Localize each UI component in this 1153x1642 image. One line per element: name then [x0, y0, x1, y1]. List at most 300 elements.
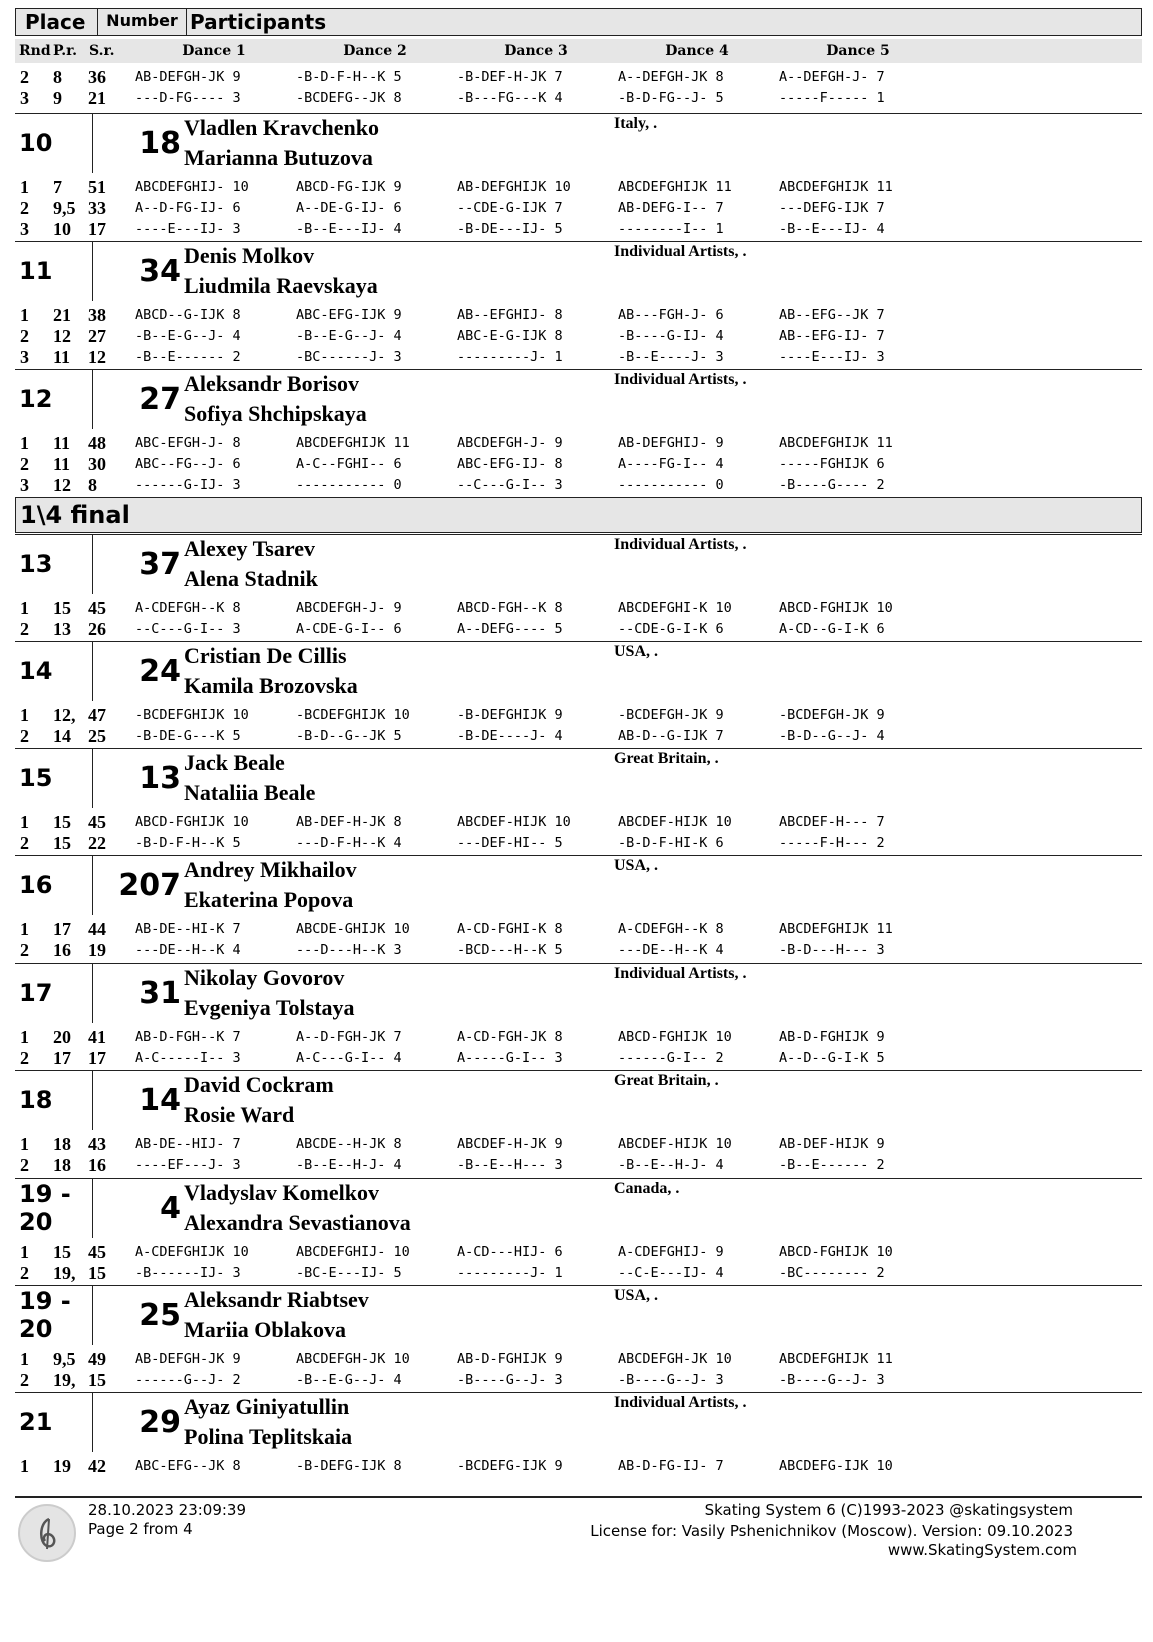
round-row [15, 453, 1142, 475]
round-number: 1 [20, 919, 29, 939]
participants-header: Participants [190, 10, 327, 34]
couple-place: 10 [19, 129, 53, 157]
sum-of-results: 38 [88, 305, 106, 325]
dance-marks: ABCDEFGH-J- 9 [296, 600, 402, 616]
dance-marks: ABC--FG--J- 6 [135, 456, 241, 472]
dance-marks: A-CDEFGH--K 8 [618, 921, 724, 937]
couple-number: 34 [139, 253, 181, 289]
round-row [15, 346, 1142, 368]
sum-of-results: 15 [88, 1370, 106, 1390]
round-number: 2 [20, 619, 29, 639]
round-row [15, 474, 1142, 496]
sum-of-results: 22 [88, 833, 106, 853]
dance-marks: -B-DEFG-IJK 8 [296, 1458, 402, 1474]
dance-marks: A--DEFG---- 5 [457, 621, 563, 637]
dance-marks: ABCDEFGHIJ- 10 [296, 1244, 410, 1260]
round-number: 3 [20, 88, 29, 108]
couple-place: 15 [19, 764, 53, 792]
dance-marks: -B----G--J- 3 [779, 1372, 885, 1388]
dance-marks: A-CD--G-I-K 6 [779, 621, 885, 637]
dance-marks: ABCDEFGHIJK 11 [779, 179, 893, 195]
partner-name-1: Vladlen Kravchenko [184, 115, 379, 140]
dance-marks: -BC-------- 2 [779, 1265, 885, 1281]
round-row [15, 218, 1142, 240]
round-number: 2 [20, 1048, 29, 1068]
sum-of-results: 15 [88, 1263, 106, 1283]
dance-marks: -BCD---H--K 5 [457, 942, 563, 958]
dance-marks: AB-DEFGH-JK 9 [135, 69, 241, 85]
dance-marks: A-C-----I-- 3 [135, 1050, 241, 1066]
round-number: 3 [20, 347, 29, 367]
partner-name-1: Nikolay Govorov [184, 965, 345, 990]
partner-name-2: Polina Teplitskaia [184, 1424, 353, 1449]
dance-marks: -B-D-F-HI-K 6 [618, 835, 724, 851]
round-row [15, 1133, 1142, 1155]
dance-marks: --------I-- 1 [618, 221, 724, 237]
dance-marks: -B--E--H--- 3 [457, 1157, 563, 1173]
dance-4-header: Dance 4 [665, 43, 729, 59]
sum-of-results: 41 [88, 1027, 106, 1047]
couple-club: USA, . [614, 643, 659, 660]
dance-marks: -B-DE-G---K 5 [135, 728, 241, 744]
round-number: 1 [20, 598, 29, 618]
round-row [15, 1241, 1142, 1263]
couple-club: Italy, . [614, 115, 658, 132]
couple-number: 207 [118, 867, 181, 903]
dance-marks: ABCD-FGHIJK 10 [779, 600, 893, 616]
couple-club: Individual Artists, . [614, 536, 747, 553]
place-in-round: 15 [53, 1242, 71, 1262]
partner-name-1: Jack Beale [184, 750, 285, 775]
dance-marks: -B--E-G--J- 4 [135, 328, 241, 344]
couple-block [15, 855, 1142, 915]
dance-marks: AB-D-FG-IJ- 7 [618, 1458, 724, 1474]
partner-name-1: Cristian De Cillis [184, 643, 347, 668]
round-number: 1 [20, 305, 29, 325]
dance-marks: -B-D---H--- 3 [779, 942, 885, 958]
couple-block [15, 641, 1142, 701]
sum-of-results: 26 [88, 619, 106, 639]
couple-block [15, 1392, 1142, 1452]
dance-marks: -B--E------ 2 [135, 349, 241, 365]
dance-marks: ---D---H--K 3 [296, 942, 402, 958]
sum-of-results: 47 [88, 705, 106, 725]
partner-name-1: Aleksandr Riabtsev [184, 1287, 369, 1312]
dance-marks: ABCD-FGHIJK 10 [779, 1244, 893, 1260]
dance-marks: A-CD-FGHI-K 8 [457, 921, 563, 937]
footer-datetime: 28.10.2023 23:09:39 [88, 1501, 247, 1519]
partner-name-2: Evgeniya Tolstaya [184, 995, 355, 1020]
partner-name-2: Rosie Ward [184, 1102, 295, 1127]
partner-name-1: Denis Molkov [184, 243, 315, 268]
round-row [15, 618, 1142, 640]
couple-club: Great Britain, . [614, 750, 719, 767]
partner-name-1: Ayaz Giniyatullin [184, 1394, 350, 1419]
dance-marks: AB-DEFGH-JK 9 [135, 1351, 241, 1367]
dance-marks: ABCD-FGHIJK 10 [135, 814, 249, 830]
couple-number: 24 [139, 653, 181, 689]
sum-of-results: 21 [88, 88, 106, 108]
dance-marks: ABCDEFGH-J- 9 [457, 435, 563, 451]
dance-marks: -B-D-F-H--K 5 [296, 69, 402, 85]
partner-name-1: Aleksandr Borisov [184, 371, 360, 396]
couple-number: 27 [139, 381, 181, 417]
round-row [15, 811, 1142, 833]
dance-marks: A-CD---HIJ- 6 [457, 1244, 563, 1260]
round-row [15, 1026, 1142, 1048]
place-in-round: 8 [53, 67, 62, 87]
dance-marks: -B--E--H-J- 4 [618, 1157, 724, 1173]
dance-marks: -B------IJ- 3 [135, 1265, 241, 1281]
couple-block [15, 1178, 1142, 1238]
dance-marks: ---DEF-HI-- 5 [457, 835, 563, 851]
column-header-row [15, 39, 1142, 63]
round-row [15, 597, 1142, 619]
sum-of-results: 27 [88, 326, 106, 346]
dance-marks: ---D-FG---- 3 [135, 90, 241, 106]
partner-name-2: Mariia Oblakova [184, 1317, 346, 1342]
partner-name-2: Marianna Butuzova [184, 145, 373, 170]
dance-marks: -BCDEFGHIJK 10 [135, 707, 249, 723]
round-row [15, 325, 1142, 347]
couple-place: 17 [19, 979, 53, 1007]
round-row [15, 725, 1142, 747]
couple-number: 14 [139, 1082, 181, 1118]
couple-block [15, 241, 1142, 301]
couple-number: 31 [139, 975, 181, 1011]
skating-system-logo-icon [18, 1504, 76, 1562]
round-number: 1 [20, 1456, 29, 1476]
dance-marks: ----E---IJ- 3 [779, 349, 885, 365]
dance-marks: -B-DEFGHIJK 9 [457, 707, 563, 723]
dance-marks: A-CDEFGH--K 8 [135, 600, 241, 616]
dance-marks: AB-DEFGHIJK 10 [457, 179, 571, 195]
couple-place: 13 [19, 550, 53, 578]
partner-name-1: Alexey Tsarev [184, 536, 315, 561]
place-in-round: 9,5 [53, 1349, 76, 1369]
place-in-round: 11 [53, 454, 71, 474]
sum-of-results: 51 [88, 177, 106, 197]
couple-club: USA, . [614, 1287, 659, 1304]
couple-place: 19 - 20 [19, 1180, 71, 1236]
sum-of-results: 16 [88, 1155, 106, 1175]
round-row [15, 432, 1142, 454]
dance-marks: --C-E---IJ- 4 [618, 1265, 724, 1281]
place-in-round: 15 [53, 833, 71, 853]
round-number: 2 [20, 726, 29, 746]
couple-place: 11 [19, 257, 53, 285]
sum-of-results: 30 [88, 454, 106, 474]
number-header: Number [98, 9, 187, 35]
couple-place: 21 [19, 1408, 53, 1436]
footer-system: Skating System 6 (C)1993-2023 @skatingsystem [704, 1501, 1073, 1519]
dance-marks: ABCD-FGH--K 8 [457, 600, 563, 616]
dance-marks: -----FGHIJK 6 [779, 456, 885, 472]
couple-block [15, 369, 1142, 429]
dance-marks: AB---FGH-J- 6 [618, 307, 724, 323]
round-number: 2 [20, 1263, 29, 1283]
dance-marks: -B--E--H-J- 4 [296, 1157, 402, 1173]
couple-place: 19 - 20 [19, 1287, 71, 1343]
place-in-round: 14 [53, 726, 71, 746]
place-in-round: 19 [53, 1456, 71, 1476]
round-row [15, 918, 1142, 940]
partner-name-2: Ekaterina Popova [184, 887, 354, 912]
place-in-round: 12 [53, 475, 71, 495]
couple-club: USA, . [614, 857, 659, 874]
sum-of-results: 49 [88, 1349, 106, 1369]
couple-club: Great Britain, . [614, 1072, 719, 1089]
partner-name-1: David Cockram [184, 1072, 334, 1097]
dance-marks: ---DE--H--K 4 [618, 942, 724, 958]
round-number: 1 [20, 812, 29, 832]
dance-marks: -B-D-FG--J- 5 [618, 90, 724, 106]
dance-marks: AB--EFG--JK 7 [779, 307, 885, 323]
place-in-round: 12, [53, 705, 76, 725]
sum-of-results: 43 [88, 1134, 106, 1154]
dance-marks: -BC------J- 3 [296, 349, 402, 365]
dance-marks: AB-D-FGHIJK 9 [779, 1029, 885, 1045]
sum-of-results: 17 [88, 219, 106, 239]
dance-marks: ABCDEFG-IJK 10 [779, 1458, 893, 1474]
rnd-header: Rnd [19, 43, 51, 59]
dance-marks: AB-DEF-H-JK 8 [296, 814, 402, 830]
partner-name-1: Vladyslav Komelkov [184, 1180, 379, 1205]
partner-name-2: Sofiya Shchipskaya [184, 401, 367, 426]
dance-marks: ABCDEFGHIJK 11 [296, 435, 410, 451]
sum-of-results: 19 [88, 940, 106, 960]
sr-header: S.r. [89, 43, 115, 59]
couple-block [15, 534, 1142, 594]
round-number: 1 [20, 1242, 29, 1262]
round-number: 3 [20, 475, 29, 495]
dance-marks: -B----G--J- 3 [618, 1372, 724, 1388]
dance-marks: ABCDEFGHIJ- 10 [135, 179, 249, 195]
dance-marks: ABC-EFG-IJ- 8 [457, 456, 563, 472]
partner-name-2: Nataliia Beale [184, 780, 316, 805]
sum-of-results: 45 [88, 598, 106, 618]
round-number: 2 [20, 940, 29, 960]
dance-marks: A----FG-I-- 4 [618, 456, 724, 472]
place-in-round: 16 [53, 940, 71, 960]
dance-marks: ABCDEF-HIJK 10 [618, 814, 732, 830]
round-number: 3 [20, 219, 29, 239]
partner-name-2: Liudmila Raevskaya [184, 273, 378, 298]
round-row [15, 832, 1142, 854]
dance-1-header: Dance 1 [182, 43, 246, 59]
round-number: 2 [20, 454, 29, 474]
couple-number: 13 [139, 760, 181, 796]
dance-marks: -B-D--G--JK 5 [296, 728, 402, 744]
dance-marks: AB-DEF-HIJK 9 [779, 1136, 885, 1152]
place-in-round: 13 [53, 619, 71, 639]
dance-marks: -BCDEFG-IJK 9 [457, 1458, 563, 1474]
dance-marks: ---D-F-H--K 4 [296, 835, 402, 851]
dance-marks: --C---G-I-- 3 [135, 621, 241, 637]
round-number: 1 [20, 177, 29, 197]
sum-of-results: 12 [88, 347, 106, 367]
round-row [15, 1047, 1142, 1069]
couple-number: 37 [139, 546, 181, 582]
place-in-round: 19, [53, 1370, 76, 1390]
place-in-round: 7 [53, 177, 62, 197]
round-number: 2 [20, 326, 29, 346]
dance-marks: ------G--J- 2 [135, 1372, 241, 1388]
sum-of-results: 45 [88, 812, 106, 832]
round-number: 1 [20, 705, 29, 725]
partner-name-1: Andrey Mikhailov [184, 857, 357, 882]
dance-marks: -B-DEF-H-JK 7 [457, 69, 563, 85]
sum-of-results: 8 [88, 475, 97, 495]
place-in-round: 12 [53, 326, 71, 346]
round-number: 2 [20, 1155, 29, 1175]
dance-marks: ABCDEFGH-JK 10 [618, 1351, 732, 1367]
round-number: 2 [20, 1370, 29, 1390]
dance-marks: ABC-EFG--JK 8 [135, 1458, 241, 1474]
dance-marks: A--DEFGH-J- 7 [779, 69, 885, 85]
dance-marks: -BC-E---IJ- 5 [296, 1265, 402, 1281]
dance-marks: AB-D-FGH--K 7 [135, 1029, 241, 1045]
place-in-round: 17 [53, 919, 71, 939]
dance-marks: A--D-FGH-JK 7 [296, 1029, 402, 1045]
couple-club: Individual Artists, . [614, 965, 747, 982]
dance-marks: AB--EFG-IJ- 7 [779, 328, 885, 344]
round-row [15, 939, 1142, 961]
dance-marks: -B--E---IJ- 4 [779, 221, 885, 237]
dance-marks: A--D-FG-IJ- 6 [135, 200, 241, 216]
couple-club: Canada, . [614, 1180, 680, 1197]
pr-header: P.r. [53, 43, 78, 59]
place-in-round: 15 [53, 598, 71, 618]
dance-marks: ----------- 0 [296, 477, 402, 493]
round-number: 2 [20, 67, 29, 87]
place-in-round: 20 [53, 1027, 71, 1047]
place-in-round: 15 [53, 812, 71, 832]
place-in-round: 18 [53, 1134, 71, 1154]
sum-of-results: 36 [88, 67, 106, 87]
dance-marks: ----------- 0 [618, 477, 724, 493]
round-row [15, 1348, 1142, 1370]
couple-club: Individual Artists, . [614, 371, 747, 388]
couple-place: 18 [19, 1086, 53, 1114]
dance-marks: ABCDEFGHIJK 11 [779, 435, 893, 451]
dance-marks: A-CDEFGHIJK 10 [135, 1244, 249, 1260]
dance-marks: ABC-EFGH-J- 8 [135, 435, 241, 451]
dance-marks: ABCDEFGHIJK 11 [779, 921, 893, 937]
round-number: 1 [20, 1134, 29, 1154]
dance-marks: ABC-E-G-IJK 8 [457, 328, 563, 344]
sum-of-results: 25 [88, 726, 106, 746]
dance-marks: ---DEFG-IJK 7 [779, 200, 885, 216]
sum-of-results: 42 [88, 1456, 106, 1476]
dance-marks: A-CDE-G-I-- 6 [296, 621, 402, 637]
dance-marks: A-----G-I-- 3 [457, 1050, 563, 1066]
round-number: 1 [20, 1027, 29, 1047]
dance-marks: -BCDEFGHIJK 10 [296, 707, 410, 723]
footer-divider [15, 1496, 1142, 1498]
round-number: 2 [20, 833, 29, 853]
couple-club: Individual Artists, . [614, 1394, 747, 1411]
couple-place: 14 [19, 657, 53, 685]
dance-marks: A-C--FGHI-- 6 [296, 456, 402, 472]
round-row [15, 1262, 1142, 1284]
section-title: 1\4 final [15, 497, 1142, 533]
dance-marks: -BCDEFGH-JK 9 [779, 707, 885, 723]
place-header: Place [16, 9, 98, 35]
dance-marks: --CDE-G-I-K 6 [618, 621, 724, 637]
dance-marks: -B----G---- 2 [779, 477, 885, 493]
dance-marks: ABCDEF-H-JK 9 [457, 1136, 563, 1152]
round-row [15, 1369, 1142, 1391]
place-in-round: 11 [53, 433, 71, 453]
round-number: 1 [20, 1349, 29, 1369]
dance-2-header: Dance 2 [343, 43, 407, 59]
couple-place: 12 [19, 385, 53, 413]
dance-marks: -B----G-IJ- 4 [618, 328, 724, 344]
dance-marks: A--D--G-I-K 5 [779, 1050, 885, 1066]
place-in-round: 19, [53, 1263, 76, 1283]
dance-marks: ABC-EFG-IJK 9 [296, 307, 402, 323]
dance-marks: -BCDEFGH-JK 9 [618, 707, 724, 723]
dance-marks: ---------J- 1 [457, 1265, 563, 1281]
dance-marks: A--DEFGH-JK 8 [618, 69, 724, 85]
place-in-round: 9,5 [53, 198, 76, 218]
dance-marks: AB-D-FGHIJK 9 [457, 1351, 563, 1367]
place-in-round: 21 [53, 305, 71, 325]
dance-marks: ABCDEFGHIJK 11 [618, 179, 732, 195]
dance-marks: -B--E-G--J- 4 [296, 1372, 402, 1388]
round-row [15, 87, 1142, 109]
round-row [15, 1455, 1142, 1477]
round-row [15, 1154, 1142, 1176]
dance-marks: AB-DE--HI-K 7 [135, 921, 241, 937]
dance-marks: AB-DEFG-I-- 7 [618, 200, 724, 216]
dance-marks: AB-DEFGHIJ- 9 [618, 435, 724, 451]
couple-number: 4 [160, 1190, 181, 1226]
round-row [15, 197, 1142, 219]
couple-number: 18 [139, 125, 181, 161]
couple-number: 29 [139, 1404, 181, 1440]
dance-marks: ABCDE--H-JK 8 [296, 1136, 402, 1152]
couple-block [15, 748, 1142, 808]
table-header [15, 8, 1142, 36]
dance-marks: ABCDEFGHI-K 10 [618, 600, 732, 616]
round-row [15, 66, 1142, 88]
couple-block [15, 963, 1142, 1023]
dance-marks: -B-DE----J- 4 [457, 728, 563, 744]
dance-marks: -B-DE---IJ- 5 [457, 221, 563, 237]
dance-marks: -B--E---IJ- 4 [296, 221, 402, 237]
footer-page: Page 2 from 4 [88, 1520, 193, 1538]
footer-license: License for: Vasily Pshenichnikov (Moscow). Version: 09.10.2023 [590, 1522, 1073, 1540]
dance-marks: AB--EFGHIJ- 8 [457, 307, 563, 323]
round-row [15, 704, 1142, 726]
dance-marks: -B-D--G--J- 4 [779, 728, 885, 744]
dance-marks: -B--E------ 2 [779, 1157, 885, 1173]
round-row [15, 304, 1142, 326]
dance-marks: ---------J- 1 [457, 349, 563, 365]
dance-marks: ABCDEF-HIJK 10 [618, 1136, 732, 1152]
round-number: 2 [20, 198, 29, 218]
sum-of-results: 33 [88, 198, 106, 218]
dance-marks: -B---FG---K 4 [457, 90, 563, 106]
dance-marks: -B--E----J- 3 [618, 349, 724, 365]
sum-of-results: 44 [88, 919, 106, 939]
couple-block [15, 1285, 1142, 1345]
dance-marks: -B--E-G--J- 4 [296, 328, 402, 344]
dance-marks: A-C---G-I-- 4 [296, 1050, 402, 1066]
place-in-round: 10 [53, 219, 71, 239]
